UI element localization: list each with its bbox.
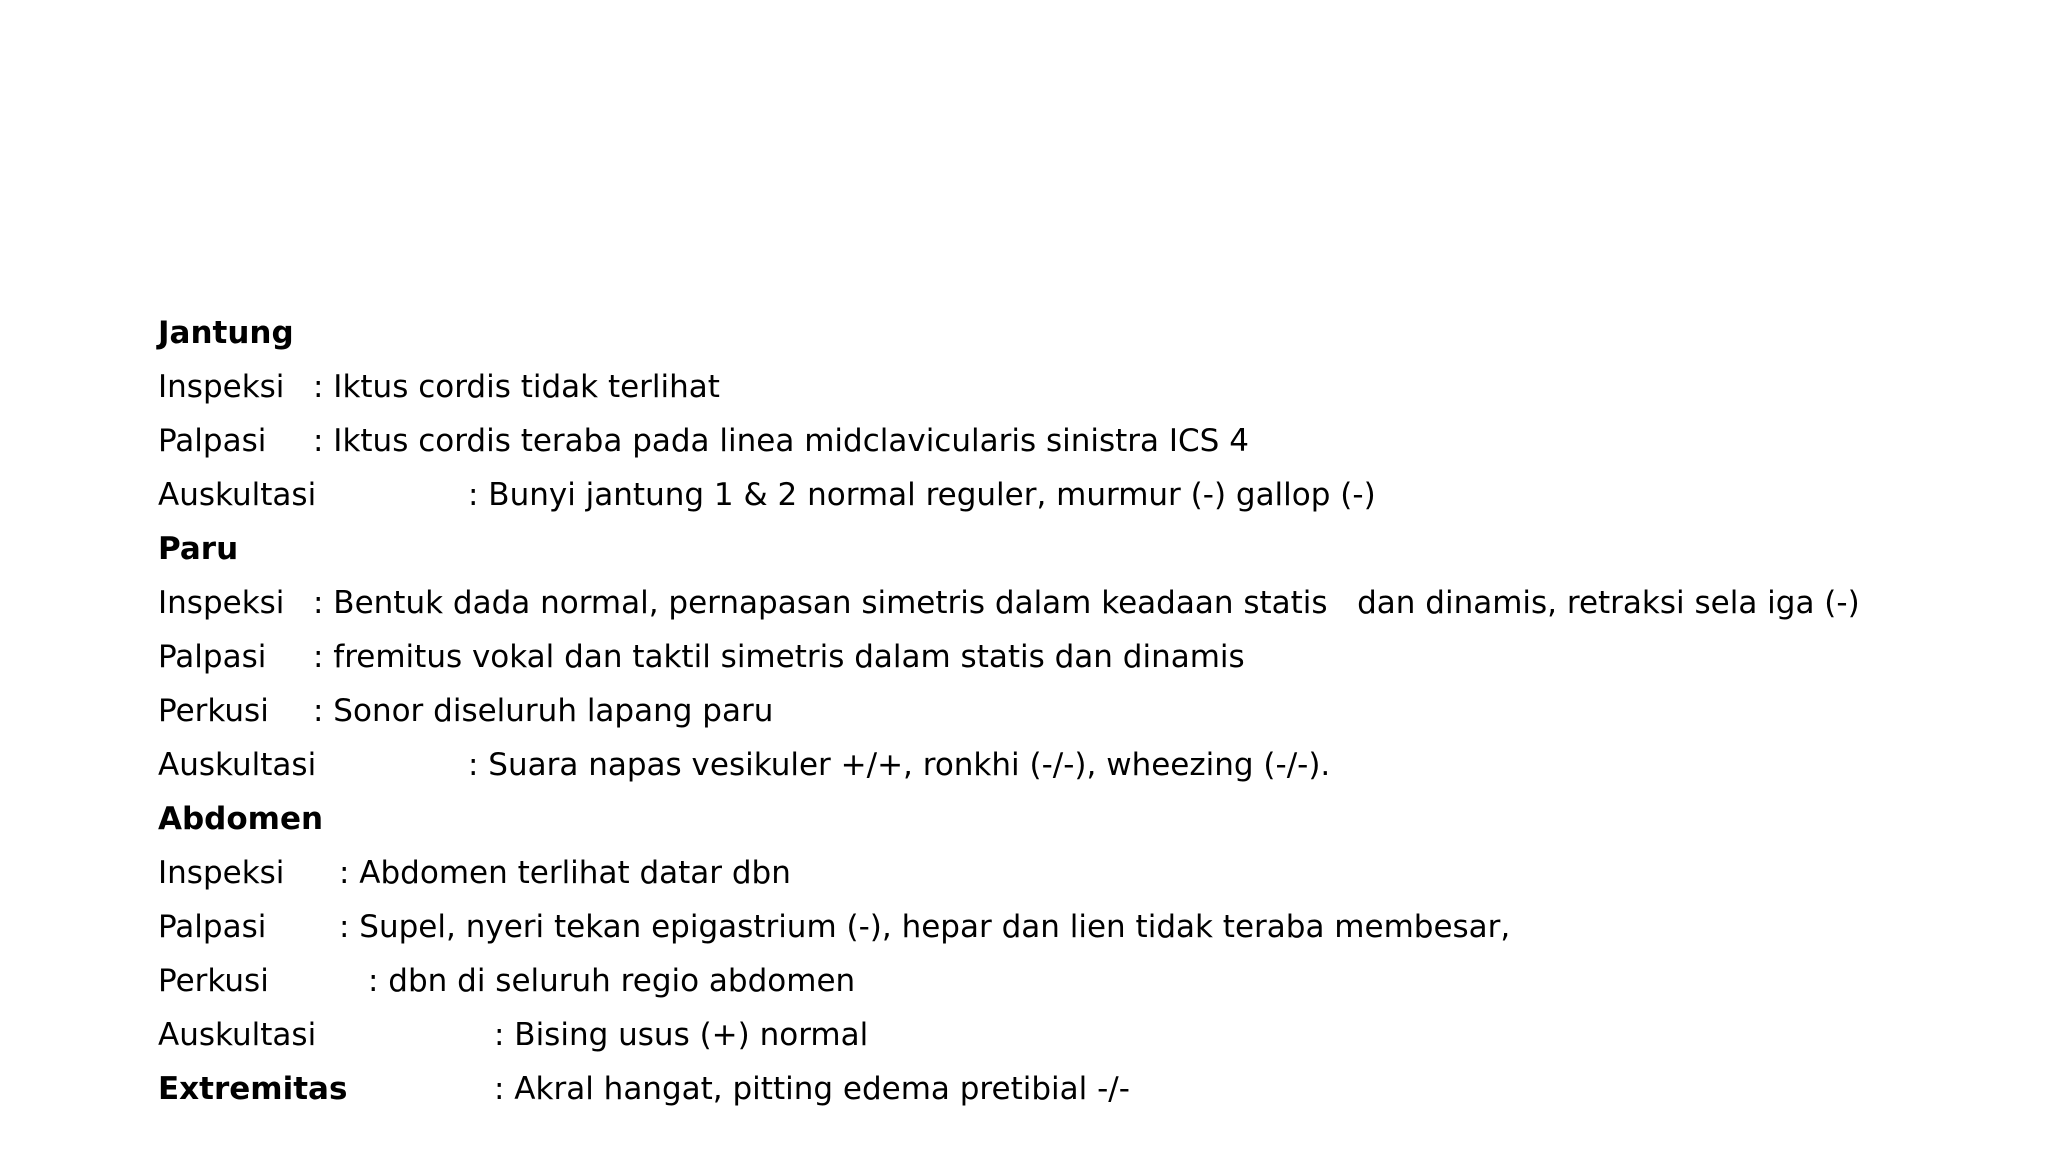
row-jantung-inspeksi bbox=[158, 360, 2008, 414]
label-inspeksi: Inspeksi bbox=[158, 369, 285, 405]
label-perkusi: Perkusi bbox=[158, 963, 269, 999]
value-palpasi: : fremitus vokal dan taktil simetris dalam statis dan dinamis bbox=[313, 639, 1245, 675]
heading-extremitas: Extremitas bbox=[158, 1071, 348, 1107]
heading-paru: Paru bbox=[158, 531, 239, 567]
value-palpasi: : Supel, nyeri tekan epigastrium (-), hepar dan lien tidak teraba membesar, bbox=[339, 909, 1511, 945]
row-jantung-palpasi bbox=[158, 414, 2008, 468]
label-auskultasi: Auskultasi bbox=[158, 747, 317, 783]
row-abdomen-auskultasi bbox=[158, 1008, 2008, 1062]
row-paru-inspeksi bbox=[158, 576, 2008, 630]
heading-jantung: Jantung bbox=[158, 315, 294, 351]
row-extremitas bbox=[158, 1062, 2008, 1116]
value-inspeksi: : Abdomen terlihat datar dbn bbox=[339, 855, 791, 891]
row-paru-palpasi bbox=[158, 630, 2008, 684]
section-heading-paru bbox=[158, 522, 2008, 576]
label-auskultasi: Auskultasi bbox=[158, 1017, 317, 1053]
label-palpasi: Palpasi bbox=[158, 423, 267, 459]
value-inspeksi: : Iktus cordis tidak terlihat bbox=[313, 369, 720, 405]
label-palpasi: Palpasi bbox=[158, 639, 267, 675]
exam-findings bbox=[158, 306, 2008, 1116]
section-heading-jantung bbox=[158, 306, 2008, 360]
label-inspeksi: Inspeksi bbox=[158, 855, 285, 891]
value-auskultasi: : Bising usus (+) normal bbox=[494, 1017, 869, 1053]
label-inspeksi: Inspeksi bbox=[158, 585, 285, 621]
row-abdomen-palpasi bbox=[158, 900, 2008, 954]
value-palpasi: : Iktus cordis teraba pada linea midclavicularis sinistra ICS 4 bbox=[313, 423, 1249, 459]
value-auskultasi: : Suara napas vesikuler +/+, ronkhi (-/-), wheezing (-/-). bbox=[468, 747, 1331, 783]
row-paru-auskultasi bbox=[158, 738, 2008, 792]
value-perkusi: : dbn di seluruh regio abdomen bbox=[368, 963, 856, 999]
row-abdomen-inspeksi bbox=[158, 846, 2008, 900]
row-abdomen-perkusi bbox=[158, 954, 2008, 1008]
row-paru-perkusi bbox=[158, 684, 2008, 738]
value-extremitas: : Akral hangat, pitting edema pretibial -/- bbox=[494, 1071, 1130, 1107]
label-auskultasi: Auskultasi bbox=[158, 477, 317, 513]
label-perkusi: Perkusi bbox=[158, 693, 269, 729]
value-auskultasi: : Bunyi jantung 1 & 2 normal reguler, murmur (-) gallop (-) bbox=[468, 477, 1376, 513]
section-heading-abdomen bbox=[158, 792, 2008, 846]
label-palpasi: Palpasi bbox=[158, 909, 267, 945]
value-inspeksi: : Bentuk dada normal, pernapasan simetris dalam keadaan statis dan dinamis, retraksi sela iga (-) bbox=[313, 585, 1860, 621]
heading-abdomen: Abdomen bbox=[158, 801, 324, 837]
value-perkusi: : Sonor diseluruh lapang paru bbox=[313, 693, 774, 729]
row-jantung-auskultasi bbox=[158, 468, 2008, 522]
